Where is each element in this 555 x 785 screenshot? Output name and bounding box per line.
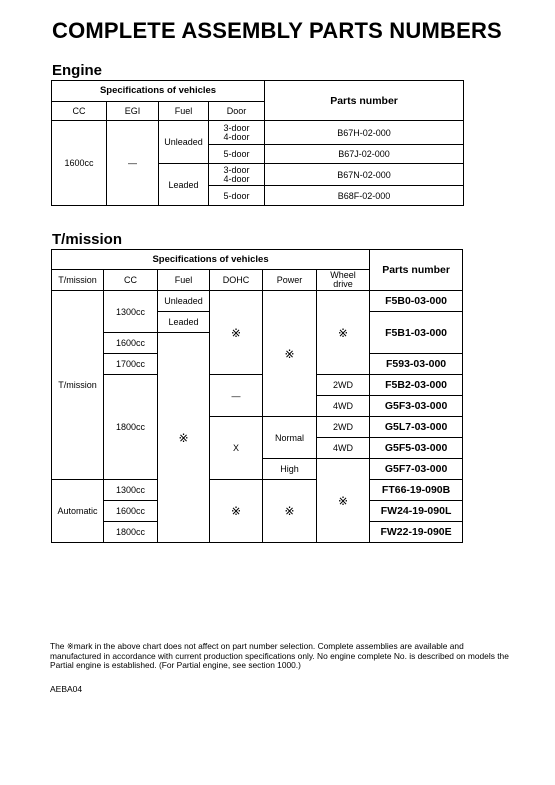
tmission-power-mark: ※: [263, 480, 317, 543]
tmission-col-drive: Wheel drive: [317, 270, 370, 291]
tmission-dohc-mark: ※: [210, 480, 263, 543]
engine-door-cell: 5-door: [209, 145, 265, 164]
engine-egi-cell: —: [107, 121, 159, 206]
tmission-part-number: F5B2-03-000: [370, 375, 463, 396]
tmission-drive-cell: 4WD: [317, 396, 370, 417]
tmission-col-cc: CC: [104, 270, 158, 291]
tmission-dohc-dash: —: [210, 375, 263, 417]
engine-fuel-unleaded: Unleaded: [159, 121, 209, 164]
tmission-part-number: FW24-19-090L: [370, 501, 463, 522]
tmission-part-number: F5B1-03-000: [370, 312, 463, 354]
tmission-drive-cell: 2WD: [317, 417, 370, 438]
tmission-col-fuel: Fuel: [158, 270, 210, 291]
engine-spec-header: Specifications of vehicles: [52, 81, 265, 102]
engine-door-cell: 3-door 4-door: [209, 164, 265, 186]
tmission-part-number: G5L7-03-000: [370, 417, 463, 438]
tmission-cc-cell: 1600cc: [104, 501, 158, 522]
engine-door-cell: 3-door 4-door: [209, 121, 265, 145]
engine-fuel-leaded: Leaded: [159, 164, 209, 206]
engine-part-number: B67H-02-000: [265, 121, 464, 145]
tmission-dohc-mark: ※: [210, 291, 263, 375]
tmission-col-power: Power: [263, 270, 317, 291]
tmission-cc-cell: 1300cc: [104, 291, 158, 333]
tmission-fuel-leaded: Leaded: [158, 312, 210, 333]
engine-col-cc: CC: [52, 102, 107, 121]
tmission-power-high: High: [263, 459, 317, 480]
tmission-cc-cell: 1800cc: [104, 375, 158, 480]
tmission-type-manual: T/mission: [52, 291, 104, 480]
engine-parts-header: Parts number: [265, 81, 464, 121]
page-title: COMPLETE ASSEMBLY PARTS NUMBERS: [52, 18, 502, 43]
tmission-cc-cell: 1600cc: [104, 333, 158, 354]
tmission-part-number: FW22-19-090E: [370, 522, 463, 543]
engine-part-number: B68F-02-000: [265, 186, 464, 206]
tmission-drive-cell: 2WD: [317, 375, 370, 396]
engine-part-number: B67N-02-000: [265, 164, 464, 186]
tmission-part-number: F593-03-000: [370, 354, 463, 375]
tmission-col-type: T/mission: [52, 270, 104, 291]
engine-col-egi: EGI: [107, 102, 159, 121]
tmission-col-dohc: DOHC: [210, 270, 263, 291]
engine-part-number: B67J-02-000: [265, 145, 464, 164]
tmission-part-number: G5F7-03-000: [370, 459, 463, 480]
tmission-part-number: FT66-19-090B: [370, 480, 463, 501]
tmission-cc-cell: 1800cc: [104, 522, 158, 543]
tmission-heading: T/mission: [52, 231, 123, 248]
tmission-power-normal: Normal: [263, 417, 317, 459]
tmission-cc-cell: 1300cc: [104, 480, 158, 501]
tmission-fuel-mark: ※: [158, 333, 210, 543]
engine-heading: Engine: [52, 62, 103, 79]
tmission-drive-mark: ※: [317, 291, 370, 375]
tmission-dohc-x: X: [210, 417, 263, 480]
tmission-cc-cell: 1700cc: [104, 354, 158, 375]
tmission-part-number: G5F5-03-000: [370, 438, 463, 459]
tmission-type-automatic: Automatic: [52, 480, 104, 543]
tmission-part-number: G5F3-03-000: [370, 396, 463, 417]
engine-cc-cell: 1600cc: [52, 121, 107, 206]
engine-col-door: Door: [209, 102, 265, 121]
tmission-spec-header: Specifications of vehicles: [52, 250, 370, 270]
tmission-power-mark: ※: [263, 291, 317, 417]
engine-door-cell: 5-door: [209, 186, 265, 206]
tmission-part-number: F5B0-03-000: [370, 291, 463, 312]
footnote: The ※mark in the above chart does not affect on part number selection. Complete assemblies are available and manufactured in accordance with current production specifications only. No engine complete No. is described on models the Partial engine is established. (For Partial engine, see section 1000.): [50, 641, 509, 671]
tmission-parts-header: Parts number: [370, 250, 463, 291]
engine-table: [51, 80, 464, 206]
tmission-table: [51, 249, 463, 543]
document-code: AEBA04: [50, 684, 83, 694]
tmission-drive-mark: ※: [317, 459, 370, 543]
tmission-fuel-unleaded: Unleaded: [158, 291, 210, 312]
tmission-drive-cell: 4WD: [317, 438, 370, 459]
engine-col-fuel: Fuel: [159, 102, 209, 121]
